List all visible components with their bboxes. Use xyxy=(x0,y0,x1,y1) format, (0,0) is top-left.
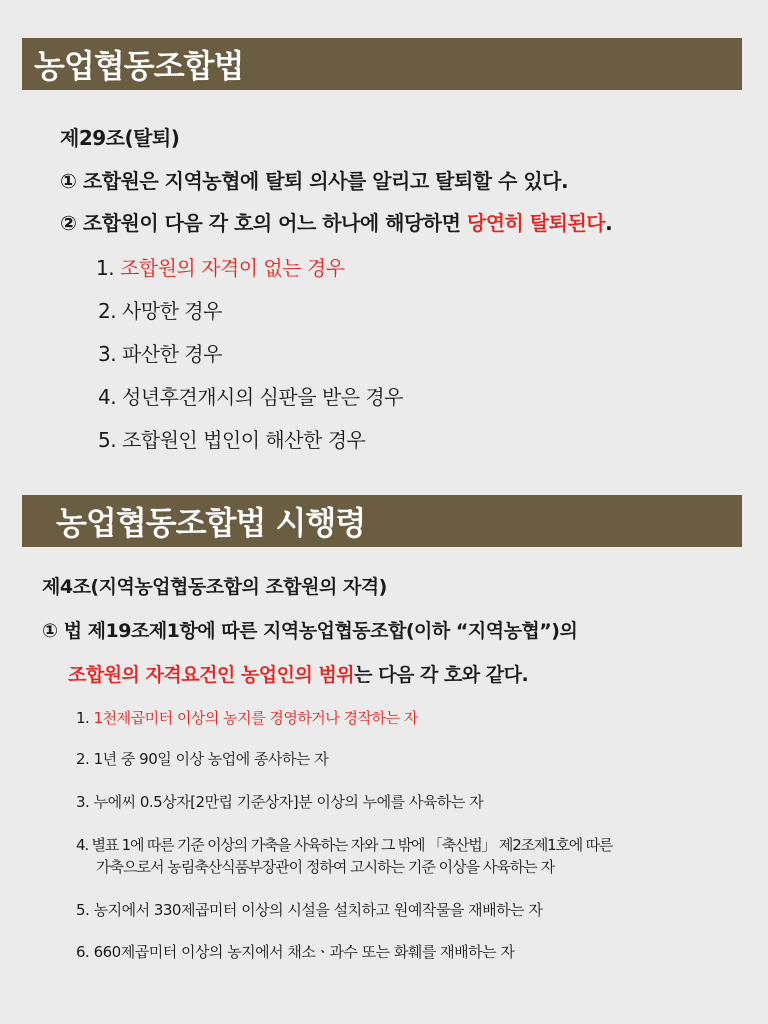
law-title-banner xyxy=(22,38,742,90)
list-item: 2. 1년 중 90일 이상 농업에 종사하는 자 xyxy=(76,750,329,768)
list-item: 3. 누에씨 0.5상자[2만립 기준상자]분 이상의 누에를 사육하는 자 xyxy=(76,793,484,811)
list-item: 5. 농지에서 330제곱미터 이상의 시설을 설치하고 원예작물을 재배하는 자 xyxy=(76,901,543,919)
list-item: 5. 조합원인 법인이 해산한 경우 xyxy=(98,428,366,452)
list-item: 2. 사망한 경우 xyxy=(98,299,222,323)
list-item: 1. 조합원의 자격이 없는 경우 xyxy=(96,256,345,280)
article-29-title: 제29조(탈퇴) xyxy=(60,126,180,150)
decree-title: 농업협동조합법 시행령 xyxy=(56,504,366,542)
article-29-clause-1: ① 조합원은 지역농협에 탈퇴 의사를 알리고 탈퇴할 수 있다. xyxy=(60,169,569,193)
article-4-title: 제4조(지역농업협동조합의 조합원의 자격) xyxy=(42,576,387,598)
list-item: 6. 660제곱미터 이상의 농지에서 채소ㆍ과수 또는 화훼를 재배하는 자 xyxy=(76,943,515,961)
list-item: 4. 성년후견개시의 심판을 받은 경우 xyxy=(98,385,404,409)
article-29-clause-2: ② 조합원이 다음 각 호의 어느 하나에 해당하면 당연히 탈퇴된다. xyxy=(60,211,613,235)
article-4-clause-1: ① 법 제19조제1항에 따른 지역농업협동조합(이하 “지역농협”)의 xyxy=(42,620,578,642)
list-item: 1. 1천제곱미터 이상의 농지를 경영하거나 경작하는 자 xyxy=(76,709,418,727)
law-title: 농업협동조합법 xyxy=(34,47,244,85)
list-item: 4. 별표 1에 따른 기준 이상의 가축을 사육하는 자와 그 밖에 「축산법」 제2조제1호에 따른 xyxy=(76,836,613,854)
decree-title-banner xyxy=(22,495,742,547)
highlight-farmer-scope: 조합원의 자격요건인 농업인의 범위 xyxy=(68,664,355,686)
article-4-clause-1-cont: 조합원의 자격요건인 농업인의 범위는 다음 각 호와 같다. xyxy=(68,664,529,686)
highlight-automatic-withdrawal: 당연히 탈퇴된다 xyxy=(466,211,606,235)
list-item-continuation: 가축으로서 농림축산식품부장관이 정하여 고시하는 기준 이상을 사육하는 자 xyxy=(96,858,555,876)
list-item: 3. 파산한 경우 xyxy=(98,342,222,366)
